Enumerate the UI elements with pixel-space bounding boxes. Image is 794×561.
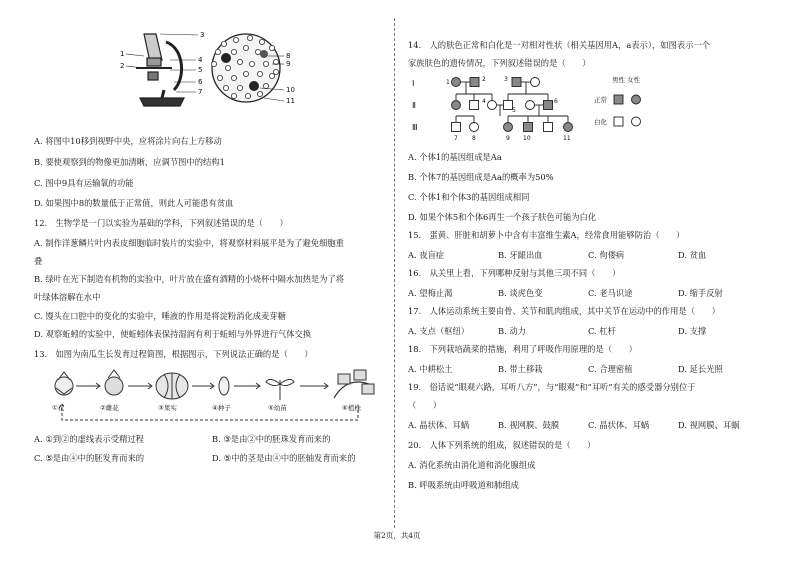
q14-stem-line2: 家族肤色的遗传情况，下列叙述错误的是（ ） bbox=[408, 58, 591, 68]
q14-option-a: A. 个体1的基因组成是Aa bbox=[408, 152, 502, 162]
pedigree-chart bbox=[408, 72, 760, 144]
blood-smear-drawing bbox=[211, 34, 280, 102]
blood-cell bbox=[269, 73, 274, 78]
q18-option-a: A. 中耕松土 bbox=[408, 364, 453, 374]
individual-3: 3 bbox=[504, 76, 508, 83]
blood-cell bbox=[257, 91, 262, 96]
q12-option-b-line2: 叶绿体溶解在水中 bbox=[34, 292, 101, 302]
q15-option-b: B. 牙龈出血 bbox=[498, 250, 543, 260]
q19-option-d: D. 视网膜、耳蜗 bbox=[678, 420, 740, 430]
legend-albino: 白化 bbox=[594, 118, 607, 126]
q12-option-d: D. 观察蚯蚓的实验中，使蚯蚓体表保持湿润有利于蚯蚓与外界进行气体交换 bbox=[34, 329, 312, 339]
q17-option-b: B. 动力 bbox=[498, 326, 526, 336]
blood-cell bbox=[247, 35, 252, 40]
blood-cell bbox=[257, 71, 262, 76]
label-9: 9 bbox=[286, 60, 291, 68]
q15-option-a: A. 夜盲症 bbox=[408, 250, 445, 260]
individual-5: 5 bbox=[512, 107, 516, 114]
blood-cell bbox=[245, 93, 250, 98]
column-divider bbox=[394, 18, 395, 528]
blood-cell bbox=[269, 45, 274, 50]
q16-option-a: A. 望梅止渴 bbox=[408, 288, 453, 298]
q12-stem: 12. 生物学是一门以实验为基础的学科，下列叙述错误的是（ ） bbox=[34, 218, 288, 228]
q13-option-a: A. ①到②的虚线表示受精过程 bbox=[34, 434, 144, 444]
blood-cell bbox=[217, 75, 222, 80]
individual-10: 10 bbox=[523, 135, 531, 142]
q14-stem-line1: 14. 人的肤色正常和白化是一对相对性状（相关基因用A，a表示），如图表示一个 bbox=[408, 40, 711, 50]
individual-7: 7 bbox=[454, 135, 458, 142]
stage-seedling: ⑤幼苗 bbox=[268, 404, 287, 412]
legend-sex: 男性 女性 bbox=[612, 76, 641, 84]
label-5: 5 bbox=[198, 66, 203, 74]
blood-cell bbox=[231, 75, 236, 80]
q17-stem: 17. 人体运动系统主要由骨、关节和肌肉组成，其中关节在运动中的作用是（ ） bbox=[408, 306, 720, 316]
q17-option-a: A. 支点（枢纽） bbox=[408, 326, 470, 336]
q11-option-a: A. 将图中10移到视野中央，应将涂片向右上方移动 bbox=[34, 136, 222, 146]
blood-cell bbox=[263, 61, 268, 66]
label-11: 11 bbox=[286, 97, 295, 105]
q11-option-b: B. 要使观察到的物像更加清晰，应调节图中的结构1 bbox=[34, 157, 225, 167]
legend-normal: 正常 bbox=[594, 96, 607, 104]
q11-option-c: C. 图中9具有运输氧的功能 bbox=[34, 178, 134, 188]
label-6: 6 bbox=[198, 78, 203, 86]
label-2: 2 bbox=[120, 62, 125, 70]
q20-option-b: B. 呼吸系统由呼吸道和肺组成 bbox=[408, 480, 519, 490]
q16-stem: 16. 从关里上看，下列哪种反射与其他三项不同（ ） bbox=[408, 268, 621, 278]
q12-option-c: C. 馒头在口腔中的变化的实验中，唾液的作用是将淀粉消化成麦芽糖 bbox=[34, 311, 286, 321]
blood-cell bbox=[211, 61, 216, 66]
q19-option-b: B. 视网膜、鼓膜 bbox=[498, 420, 560, 430]
q17-option-c: C. 杠杆 bbox=[588, 326, 616, 336]
q12-option-a-line2: 叠 bbox=[34, 256, 43, 266]
generation-2: Ⅱ bbox=[412, 101, 416, 110]
stage-female-flower: ②雌花 bbox=[100, 404, 119, 412]
q13-option-c: C. ⑤是由④中的胚发育而来的 bbox=[34, 453, 145, 463]
label-4: 4 bbox=[198, 56, 203, 64]
q20-option-a: A. 消化系统由消化道和消化腺组成 bbox=[408, 460, 536, 470]
label-8: 8 bbox=[286, 52, 291, 60]
individual-4: 4 bbox=[482, 98, 486, 105]
q17-option-d: D. 支撑 bbox=[678, 326, 707, 336]
blood-cell bbox=[237, 59, 242, 64]
q16-option-d: D. 缩手反射 bbox=[678, 288, 723, 298]
individual-8: 8 bbox=[472, 135, 476, 142]
q16-option-c: C. 老马识途 bbox=[588, 288, 633, 298]
q20-stem: 20. 人体下列系统的组成，叙述错误的是（ ） bbox=[408, 440, 596, 450]
label-7: 7 bbox=[198, 88, 203, 96]
q19-option-a: A. 晶状体、耳蜗 bbox=[408, 420, 470, 430]
generation-1: Ⅰ bbox=[412, 79, 415, 88]
q12-option-a-line1: A. 制作洋葱鳞片叶内表皮细胞临时装片的实验中，将观察材料展平是为了避免细胞重 bbox=[34, 238, 344, 248]
q13-option-b: B. ③是由②中的胚珠发育而来的 bbox=[212, 434, 331, 444]
blood-cell bbox=[243, 71, 248, 76]
q13-option-d: D. ⑤中的茎是由④中的胚轴发育而来的 bbox=[212, 453, 356, 463]
blood-cell bbox=[233, 37, 238, 42]
stage-plant: ⑥植株 bbox=[342, 404, 361, 412]
blood-cell bbox=[259, 39, 264, 44]
q11-option-d: D. 如果图中8的数量低于正常值，则此人可能患有贫血 bbox=[34, 198, 234, 208]
stage-fruit: ③果实 bbox=[158, 404, 177, 412]
blood-cell bbox=[231, 49, 236, 54]
q14-option-b: B. 个体7的基因组成是Aa的概率为50% bbox=[408, 172, 554, 182]
individual-1: 1 bbox=[446, 79, 450, 86]
q18-option-d: D. 延长光照 bbox=[678, 364, 723, 374]
blood-cell bbox=[263, 83, 268, 88]
blood-cell bbox=[249, 61, 254, 66]
pumpkin-growth-figure bbox=[48, 364, 388, 424]
pedigree-legend bbox=[594, 75, 641, 126]
q12-option-b-line1: B. 绿叶在光下制造有机物的实验中，叶片放在盛有酒精的小烧杯中隔水加热是为了将 bbox=[34, 274, 345, 284]
blood-cell bbox=[273, 69, 278, 74]
q18-option-c: C. 合理密植 bbox=[588, 364, 633, 374]
blood-cell bbox=[243, 45, 248, 50]
label-3: 3 bbox=[200, 31, 205, 39]
q18-stem: 18. 下列栽培蔬菜的措施，利用了呼吸作用原理的是（ ） bbox=[408, 344, 637, 354]
q19-stem: 19. 俗话说“眼观六路，耳听八方”，与“眼观”和“耳听”有关的感受器分别位于 bbox=[408, 382, 696, 392]
label-1: 1 bbox=[120, 50, 125, 58]
q15-option-d: D. 贫血 bbox=[678, 250, 707, 260]
blood-cell bbox=[225, 65, 230, 70]
q19-blank: （ ） bbox=[408, 400, 442, 410]
q18-option-b: B. 带土移栽 bbox=[498, 364, 543, 374]
label-10: 10 bbox=[286, 86, 295, 94]
microscope-blood-figure bbox=[114, 28, 324, 112]
q14-option-c: C. 个体1和个体3的基因组成相同 bbox=[408, 192, 530, 202]
q15-stem: 15. 蛋黄、肝脏和胡萝卜中含有丰富维生素A，经常食用能够防治（ ） bbox=[408, 230, 685, 240]
q15-option-c: C. 佝偻病 bbox=[588, 250, 625, 260]
individual-9: 9 bbox=[506, 135, 510, 142]
stage-seed: ④种子 bbox=[212, 404, 231, 412]
blood-cell bbox=[221, 41, 226, 46]
blood-cell bbox=[223, 85, 228, 90]
blood-cell bbox=[231, 93, 236, 98]
individual-11: 11 bbox=[563, 135, 571, 142]
blood-cell bbox=[255, 49, 260, 54]
blood-cell bbox=[237, 85, 242, 90]
stage-flower: ①花 bbox=[52, 404, 65, 412]
page-footer: 第2页，共4页 bbox=[373, 531, 421, 540]
q13-stem: 13. 如图为南瓜生长发育过程简图，根据图示，下列说法正确的是（ ） bbox=[34, 349, 313, 359]
blood-cell bbox=[215, 49, 220, 54]
individual-2: 2 bbox=[482, 76, 486, 83]
individual-6: 6 bbox=[554, 98, 558, 105]
q16-option-b: B. 谈虎色变 bbox=[498, 288, 543, 298]
q14-option-d: D. 如果个体5和个体6再生一个孩子肤色可能为白化 bbox=[408, 212, 597, 222]
generation-3: Ⅲ bbox=[412, 123, 418, 132]
q19-option-c: C. 晶状体、耳蜗 bbox=[588, 420, 650, 430]
